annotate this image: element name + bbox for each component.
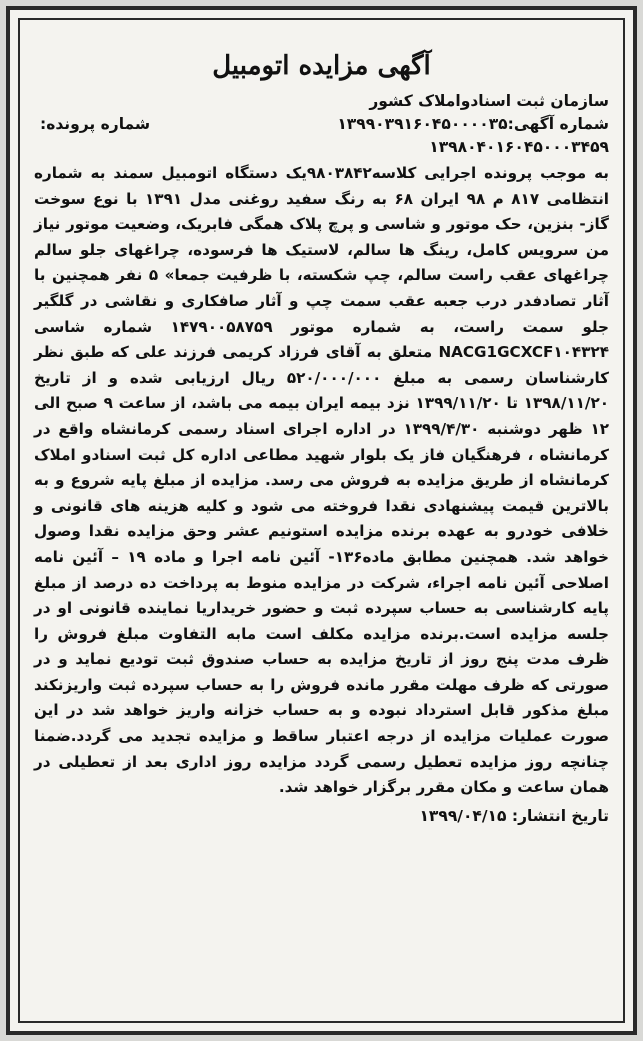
file-number: ۱۳۹۸۰۴۰۱۶۰۴۵۰۰۰۳۴۵۹ [429, 138, 609, 156]
notice-outer-border [6, 6, 637, 1035]
organization-name: سازمان ثبت اسنادواملاک کشور [369, 92, 609, 110]
file-number-label: شماره پرونده: [40, 115, 151, 133]
ids-row [34, 113, 609, 136]
notice-title: آگهی مزایده اتومبیل [212, 51, 431, 81]
notice-inner-border [18, 18, 625, 1023]
publish-date: تاریخ انتشار: ۱۳۹۹/۰۴/۱۵ [419, 806, 609, 825]
notice-body: به موجب پرونده اجرایی کلاسه۹۸۰۳۸۴۲یک دستگاه اتومبیل سمند به شماره انتظامی ۸۱۷ م ۹۸ ایران ۶۸ به رنگ سفید روغنی مدل ۱۳۹۱ با نوع سوخت گاز- بنزین، حک موتور و شاسی و پرچ پلاک همگی فابریک، وضعیت موتور نیاز من سرویس کامل، رینگ ها سالم، لاستیک ها فرسوده، چراغهای جلو سالم چراغهای عقب راست سالم، چپ شکسته، با ظرفیت جمعا» ۵ نفر همچنین با آثار تصادفدر درب جعبه عقب سمت چپ و آثار صافکاری و نقاشی در گلگیر جلو سمت راست، به شماره موتور ۱۴۷۹۰۰۵۸۷۵۹ شماره شاسی NACG1GCXCF۱۰۴۳۲۴ متعلق به آقای فرزاد کریمی فرزند علی که طبق نظر کارشناسان رسمی به مبلغ ۵۲۰/۰۰۰/۰۰۰ ریال ارزیابی شده و از تاریخ ۱۳۹۸/۱۱/۲۰ تا ۱۳۹۹/۱۱/۲۰ نزد بیمه ایران بیمه می باشد، از ساعت ۹ صبح الی ۱۲ ظهر دوشنبه ۱۳۹۹/۴/۳۰ در اداره اجرای اسناد رسمی کرمانشاه واقع در کرمانشاه ، فرهنگیان فاز یک بلوار شهید مطاعی اداره کل ثبت اسنادو املاک کرمانشاه از طریق مزایده به فروش می رسد. مزایده از مبلغ پایه شروع و به بالاترین قیمت پیشنهادی نقدا فروخته می شود و کلیه هزینه های قانونی و خلافی خودرو به عهده برنده مزایده استونیم عشر وحق مزایده نقدا وصول خواهد شد. همچنین مطابق ماده۱۳۶- آئین نامه اجرا و ماده ۱۹ – آئین نامه اصلاحی آئین نامه اجراء، شرکت در مزایده منوط به پرداخت ده درصد از مبلغ پایه کارشناسی به حساب سپرده ثبت و حضور خریداریا نماینده قانونی او در جلسه مزایده است.برنده مزایده مکلف است مابه التفاوت مبلغ فروش را ظرف مدت پنج روز از تاریخ مزایده به حساب صندوق ثبت تودیع نماید و در صورتی که ظرف مهلت مقرر مانده فروش را به حساب سپرده ثبت واریزنکند مبلغ مذکور قابل استرداد نبوده و به حساب خزانه واریز خواهد شد در این صورت عملیات مزایده از درجه اعتبار ساقط و مزایده تجدید می گردد.ضمنا چنانچه روز مزایده تعطیل رسمی گردد مزایده روز اداری بعد از تعطیلی در همان ساعت و مکان مقرر برگزار خواهد شد. [34, 164, 610, 797]
ad-number: شماره آگهی:۱۳۹۹۰۳۹۱۶۰۴۵۰۰۰۰۳۵ [337, 115, 609, 133]
